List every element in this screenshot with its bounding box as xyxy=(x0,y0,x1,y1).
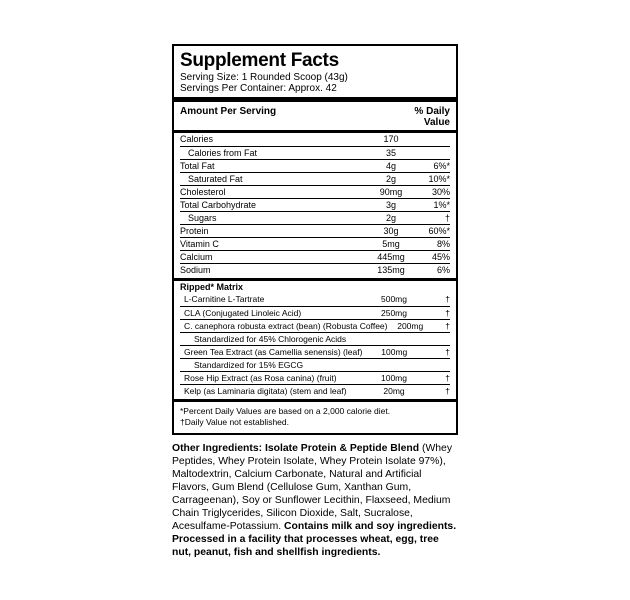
nutrient-amount: 5mg xyxy=(382,239,400,249)
footnote-dv-basis: *Percent Daily Values are based on a 2,000 calorie diet. xyxy=(180,406,391,416)
matrix-dv: † xyxy=(445,321,450,331)
matrix-name: C. canephora robusta extract (bean) (Robusta Coffee) xyxy=(184,321,388,331)
nutrient-row xyxy=(180,237,450,250)
nutrient-amount: 135mg xyxy=(377,265,405,275)
nutrient-dv xyxy=(416,133,450,146)
nutrient-dv: 10%* xyxy=(428,174,450,184)
matrix-dv: † xyxy=(445,373,450,383)
matrix-name: Standardized for 15% EGCG xyxy=(194,360,304,370)
panel-title: Supplement Facts xyxy=(180,50,339,71)
matrix-row xyxy=(180,345,450,358)
dv-header-line1: % Daily xyxy=(414,106,450,117)
nutrient-name: Calories xyxy=(180,134,214,144)
nutrient-dv: 30% xyxy=(431,187,450,197)
nutrient-dv: 6% xyxy=(436,265,450,275)
matrix-row xyxy=(180,293,450,306)
nutrient-name: Calcium xyxy=(180,252,213,262)
matrix-list xyxy=(180,293,450,397)
nutrient-name: Protein xyxy=(180,226,209,236)
nutrient-dv: † xyxy=(444,213,450,223)
nutrient-amount: 3g xyxy=(385,200,396,210)
nutrient-list xyxy=(180,133,450,276)
nutrient-amount: 4g xyxy=(385,161,396,171)
allergen-statement: Contains milk and soy ingredients. Processed in a facility that processes wheat, egg, tree nut, peanut, fish and shellfish ingredients. xyxy=(172,521,457,558)
footnote-dv-not-established: †Daily Value not established. xyxy=(180,417,289,427)
nutrient-row xyxy=(180,211,450,224)
nutrient-row xyxy=(180,172,450,185)
nutrient-dv: 60%* xyxy=(428,226,450,236)
footnotes xyxy=(180,402,450,428)
nutrient-name: Saturated Fat xyxy=(188,174,243,184)
matrix-amount: 500mg xyxy=(381,294,407,304)
matrix-amount: 20mg xyxy=(383,386,405,396)
matrix-amount xyxy=(362,333,426,345)
nutrient-name: Sugars xyxy=(188,213,217,223)
supplement-facts-panel xyxy=(172,44,458,435)
protein-blend-name: Isolate Protein & Peptide Blend xyxy=(264,443,420,454)
nutrient-row xyxy=(180,250,450,263)
matrix-dv: † xyxy=(445,294,450,304)
matrix-dv: † xyxy=(445,386,450,396)
nutrient-row xyxy=(180,146,450,159)
matrix-name: Rose Hip Extract (as Rosa canina) (fruit) xyxy=(184,373,337,383)
serving-size: Serving Size: 1 Rounded Scoop (43g) xyxy=(180,72,348,83)
nutrient-amount: 2g xyxy=(385,174,396,184)
matrix-dv xyxy=(426,359,450,371)
servings-per-container: Servings Per Container: Approx. 42 xyxy=(180,83,337,94)
dv-header-line2: Value xyxy=(423,117,450,128)
matrix-amount: 100mg xyxy=(381,373,407,383)
nutrient-amount: 30g xyxy=(383,226,399,236)
nutrient-row xyxy=(180,159,450,172)
nutrient-amount: 170 xyxy=(383,134,399,144)
daily-value-header xyxy=(390,106,450,128)
matrix-name: Green Tea Extract (as Camellia senensis) (leaf) xyxy=(184,347,363,357)
nutrient-amount: 2g xyxy=(385,213,396,223)
other-ingredients xyxy=(172,442,460,559)
matrix-dv: † xyxy=(445,347,450,357)
nutrient-row xyxy=(180,133,450,146)
nutrient-row xyxy=(180,198,450,211)
nutrient-amount: 35 xyxy=(385,148,396,158)
other-ingredients-text: (Whey Peptides, Whey Protein Isolate, Whey Protein Isolate 97%), Maltodextrin, Calcium Carbonate, Natural and Artificial Flavors, Gum Blend (Cellulose Gum, Xanthan Gum, Carrageenan), Soy or Sunflower Lecithin, Flaxseed, Medium Chain Triglycerides, Silicon Dioxide, Salt, Sucralose, Acesulfame-Potassium. xyxy=(172,443,453,532)
nutrient-dv: 45% xyxy=(431,252,450,262)
matrix-row xyxy=(180,371,450,384)
nutrient-name: Total Fat xyxy=(180,161,215,171)
matrix-row xyxy=(180,306,450,319)
nutrient-dv xyxy=(416,147,450,159)
matrix-title: Ripped* Matrix xyxy=(180,282,244,292)
nutrient-name: Vitamin C xyxy=(180,239,219,249)
nutrient-dv: 8% xyxy=(436,239,450,249)
matrix-row xyxy=(180,332,450,345)
nutrient-row xyxy=(180,185,450,198)
matrix-row xyxy=(180,319,450,332)
matrix-row xyxy=(180,358,450,371)
nutrient-amount: 445mg xyxy=(377,252,405,262)
matrix-amount: 200mg xyxy=(397,321,424,331)
column-header xyxy=(180,102,450,128)
amount-per-serving-header: Amount Per Serving xyxy=(180,106,277,117)
nutrient-name: Total Carbohydrate xyxy=(180,200,257,210)
nutrient-row xyxy=(180,263,450,276)
nutrient-dv: 1%* xyxy=(433,200,450,210)
nutrient-row xyxy=(180,224,450,237)
matrix-name: L-Carnitine L-Tartrate xyxy=(184,294,265,304)
nutrient-amount: 90mg xyxy=(379,187,403,197)
nutrient-name: Sodium xyxy=(180,265,211,275)
matrix-amount xyxy=(362,359,426,371)
matrix-dv xyxy=(426,333,450,345)
nutrient-name: Cholesterol xyxy=(180,187,226,197)
matrix-dv: † xyxy=(445,308,450,318)
matrix-row xyxy=(180,384,450,397)
matrix-name: Kelp (as Laminaria digitata) (stem and leaf) xyxy=(184,386,347,396)
nutrient-name: Calories from Fat xyxy=(188,148,258,158)
nutrient-dv: 6%* xyxy=(433,161,450,171)
matrix-name: CLA (Conjugated Linoleic Acid) xyxy=(184,308,302,318)
matrix-amount: 100mg xyxy=(381,347,408,357)
matrix-amount: 250mg xyxy=(381,308,407,318)
other-ingredients-label: Other Ingredients: xyxy=(172,443,263,454)
matrix-name: Standardized for 45% Chlorogenic Acids xyxy=(194,334,347,344)
